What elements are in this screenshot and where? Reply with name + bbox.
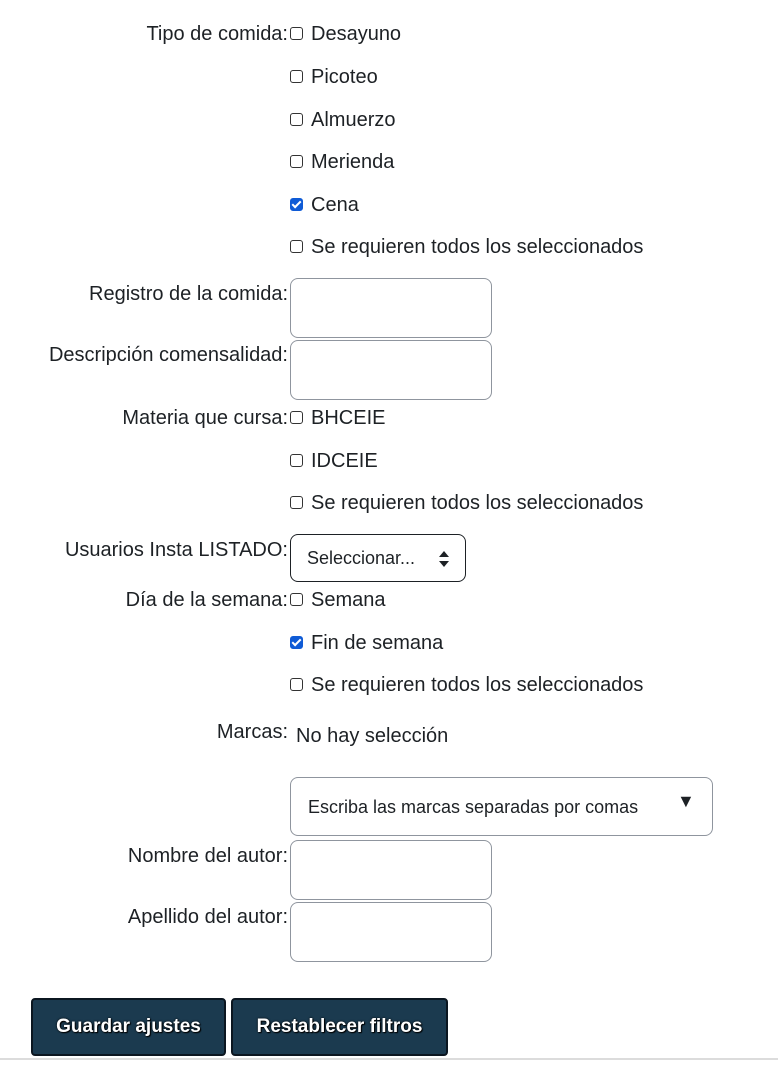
dia-semana-label: Día de la semana: bbox=[125, 589, 288, 611]
checkbox-bhceie-label: BHCEIE bbox=[311, 407, 386, 429]
select-arrows-icon bbox=[439, 549, 449, 569]
dropdown-arrow-icon[interactable]: ▼ bbox=[677, 791, 695, 811]
materia-cursa-label: Materia que cursa: bbox=[122, 407, 288, 429]
tipo-comida-label: Tipo de comida: bbox=[146, 23, 288, 45]
checkbox-fin-de-semana-label: Fin de semana bbox=[311, 632, 444, 654]
marcas-selection: No hay selección bbox=[296, 725, 449, 747]
checkbox-cena-label: Cena bbox=[311, 194, 359, 216]
registro-comida-label: Registro de la comida: bbox=[89, 283, 288, 305]
checkbox-picoteo-box[interactable] bbox=[290, 70, 303, 83]
marcas-input[interactable] bbox=[290, 777, 713, 836]
checkbox-merienda[interactable] bbox=[290, 150, 394, 174]
checkbox-dia-require-all-label: Se requieren todos los seleccionados bbox=[311, 674, 644, 696]
checkbox-dia-require-all[interactable] bbox=[290, 673, 643, 697]
marcas-placeholder: Escriba las marcas separadas por comas bbox=[308, 797, 639, 817]
checkbox-tipo-comida-require-all-label: Se requieren todos los seleccionados bbox=[311, 236, 644, 258]
checkbox-semana-box[interactable] bbox=[290, 593, 303, 606]
checkbox-semana-label: Semana bbox=[311, 589, 386, 611]
registro-comida-input[interactable] bbox=[290, 278, 492, 338]
checkbox-almuerzo-label: Almuerzo bbox=[311, 109, 396, 131]
nombre-autor-input[interactable] bbox=[290, 840, 492, 900]
apellido-autor-label: Apellido del autor: bbox=[127, 906, 288, 928]
checkbox-almuerzo-box[interactable] bbox=[290, 113, 303, 126]
checkbox-materia-require-all[interactable] bbox=[290, 491, 643, 515]
save-settings-button[interactable]: Guardar ajustes bbox=[31, 998, 226, 1056]
usuarios-insta-select[interactable] bbox=[290, 534, 466, 582]
checkbox-desayuno-label: Desayuno bbox=[311, 23, 402, 45]
checkbox-idceie-label: IDCEIE bbox=[311, 450, 378, 472]
checkbox-picoteo-label: Picoteo bbox=[311, 66, 378, 88]
checkbox-materia-require-all-label: Se requieren todos los seleccionados bbox=[311, 492, 644, 514]
nombre-autor-label: Nombre del autor: bbox=[127, 845, 288, 867]
checkbox-cena[interactable] bbox=[290, 193, 359, 217]
descripcion-comensalidad-input[interactable] bbox=[290, 340, 492, 400]
checkbox-dia-require-all-box[interactable] bbox=[290, 678, 303, 691]
checkbox-picoteo[interactable] bbox=[290, 65, 378, 89]
usuarios-insta-selected: Seleccionar... bbox=[307, 547, 416, 568]
checkbox-tipo-comida-require-all[interactable] bbox=[290, 235, 643, 259]
checkbox-bhceie[interactable] bbox=[290, 406, 385, 430]
checkbox-fin-de-semana[interactable] bbox=[290, 631, 443, 655]
marcas-label: Marcas: bbox=[216, 721, 288, 743]
checkbox-idceie[interactable] bbox=[290, 449, 378, 473]
checkbox-bhceie-box[interactable] bbox=[290, 411, 303, 424]
checkbox-materia-require-all-box[interactable] bbox=[290, 496, 303, 509]
checkbox-desayuno-box[interactable] bbox=[290, 27, 303, 40]
descripcion-comensalidad-label: Descripción comensalidad: bbox=[48, 344, 288, 366]
checkbox-almuerzo[interactable] bbox=[290, 108, 395, 132]
checkbox-desayuno[interactable] bbox=[290, 22, 401, 46]
checkbox-fin-de-semana-box[interactable] bbox=[290, 636, 303, 649]
checkbox-idceie-box[interactable] bbox=[290, 454, 303, 467]
checkbox-tipo-comida-require-all-box[interactable] bbox=[290, 240, 303, 253]
checkbox-merienda-box[interactable] bbox=[290, 155, 303, 168]
apellido-autor-input[interactable] bbox=[290, 902, 492, 962]
reset-filters-button[interactable]: Restablecer filtros bbox=[231, 998, 448, 1056]
checkbox-cena-box[interactable] bbox=[290, 198, 303, 211]
usuarios-insta-label: Usuarios Insta LISTADO: bbox=[64, 539, 288, 561]
bottom-divider bbox=[0, 1058, 778, 1060]
checkbox-semana[interactable] bbox=[290, 588, 386, 612]
checkbox-merienda-label: Merienda bbox=[311, 151, 395, 173]
